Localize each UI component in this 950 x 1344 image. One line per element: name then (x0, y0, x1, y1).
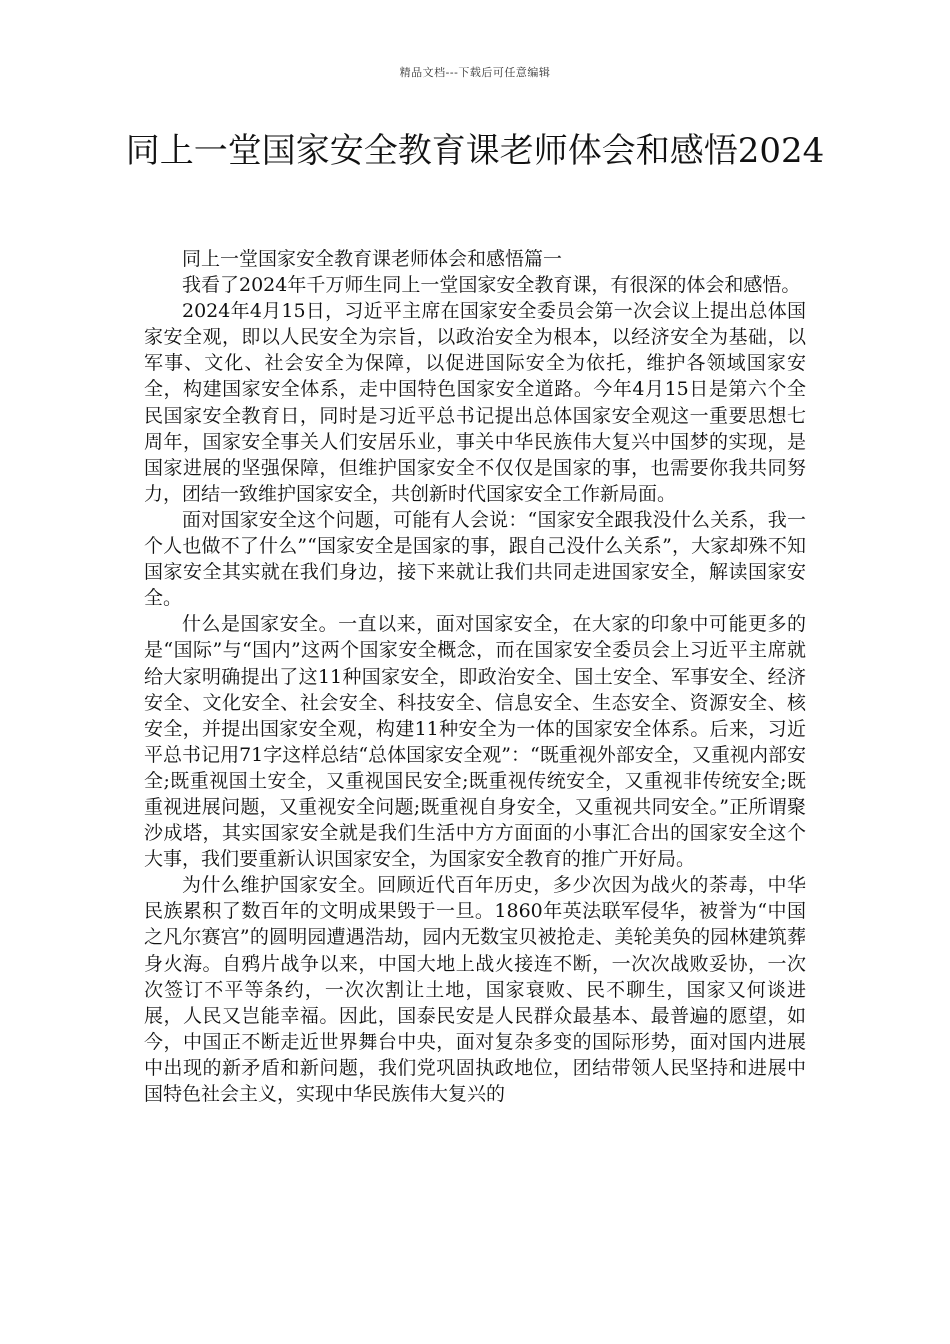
document-title: 同上一堂国家安全教育课老师体会和感悟2024 (125, 131, 825, 171)
paragraph-security-concept: 2024年4月15日，习近平主席在国家安全委员会第一次会议上提出总体国家安全观，即以人民安全为宗旨，以政治安全为根本，以经济安全为基础，以军事、文化、社会安全为保障，以促进国际安全为依托，维护各领域国家安全，构建国家安全体系，走中国特色国家安全道路。今年4月15日是第六个全民国家安全教育日，同时是习近平总书记提出总体国家安全观这一重要思想七周年，国家安全事关人们安居乐业，事关中华民族伟大复兴中国梦的实现，是国家进展的坚强保障，但维护国家安全不仅仅是国家的事，也需要你我共同努力，团结一致维护国家安全，共创新时代国家安全工作新局面。 (144, 300, 806, 505)
paragraph-why-security: 为什么维护国家安全。回顾近代百年历史，多少次因为战火的荼毒，中华民族累积了数百年的文明成果毁于一旦。1860年英法联军侵华，被誉为“中国之凡尔赛宫”的圆明园遭遇浩劫，园内无数宝贝被抢走、美轮美奂的园林建筑葬身火海。自鸦片战争以来，中国大地上战火接连不断，一次次战败妥协，一次次签订不平等条约，一次次割让土地，国家衰败、民不聊生，国家又何谈进展，人民又岂能幸福。因此，国泰民安是人民群众最基本、最普遍的愿望，如今，中国正不断走近世界舞台中央，面对复杂多变的国际形势，面对国内进展中出现的新矛盾和新问题，我们党巩固执政地位，团结带领人民坚持和进展中国特色社会主义，实现中华民族伟大复兴的 (144, 874, 806, 1105)
document-body (144, 246, 806, 1107)
paragraph-intro: 我看了2024年千万师生同上一堂国家安全教育课，有很深的体会和感悟。 (182, 274, 801, 297)
paragraph-section-heading: 同上一堂国家安全教育课老师体会和感悟篇一 (182, 248, 563, 270)
paragraph-what-is-security: 什么是国家安全。一直以来，面对国家安全，在大家的印象中可能更多的是“国际”与“国内”这两个国家安全概念，而在国家安全委员会上习近平主席就给大家明确提出了这11种国家安全，即政治安全、国土安全、军事安全、经济安全、文化安全、社会安全、科技安全、信息安全、生态安全、资源安全、核安全，并提出国家安全观，构建11种安全为一体的国家安全体系。后来，习近平总书记用71字这样总结“总体国家安全观”：“既重视外部安全，又重视内部安全;既重视国土安全，又重视国民安全;既重视传统安全，又重视非传统安全;既重视进展问题，又重视安全问题;既重视自身安全，又重视共同安全。”正所谓聚沙成塔，其实国家安全就是我们生活中方方面面的小事汇合出的国家安全这个大事，我们要重新认识国家安全，为国家安全教育的推广开好局。 (144, 613, 806, 871)
paragraph-common-question: 面对国家安全这个问题，可能有人会说：“国家安全跟我没什么关系，我一个人也做不了什么”“国家安全是国家的事，跟自己没什么关系”，大家却殊不知国家安全其实就在我们身边，接下来就让我们共同走进国家安全，解读国家安全。 (144, 508, 806, 610)
header-note: 精品文档---下载后可任意编辑 (399, 66, 551, 79)
